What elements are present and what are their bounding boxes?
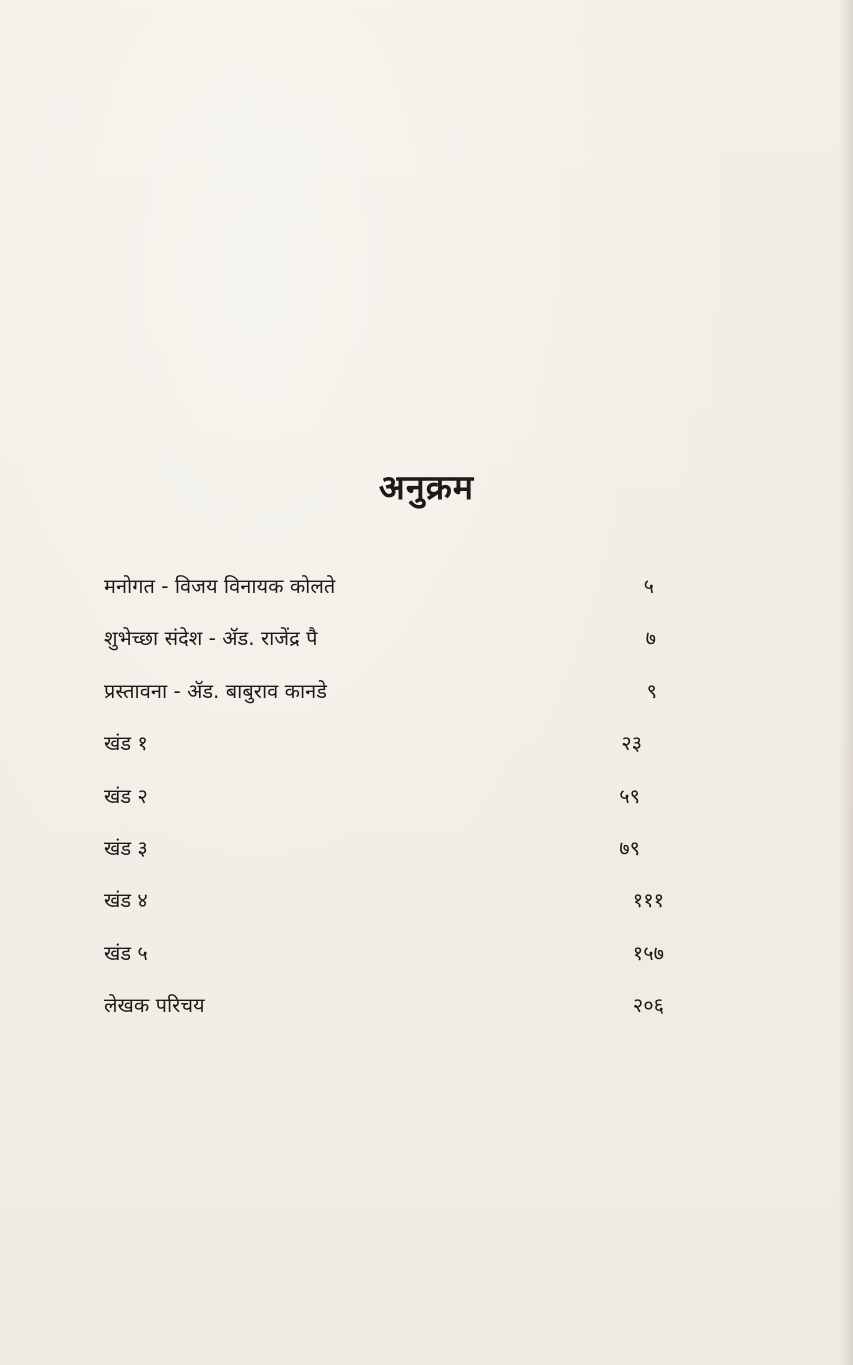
contents-heading: अनुक्रम (378, 468, 475, 508)
table-of-contents (104, 568, 664, 1040)
toc-entry (104, 673, 664, 725)
toc-entry (104, 882, 664, 934)
toc-entry-title: खंड २ (104, 783, 148, 808)
toc-entry-page: २०६ (632, 993, 664, 1018)
toc-entry-title: मनोगत - विजय विनायक कोलते (104, 574, 336, 598)
toc-entry-page: २३ (621, 731, 642, 756)
toc-entry (104, 568, 664, 620)
toc-entry (104, 778, 664, 830)
toc-entry-title: खंड ३ (104, 835, 148, 860)
toc-entry-page: १११ (632, 888, 664, 913)
toc-entry-page: ५ (643, 574, 654, 598)
toc-entry-page: ९ (646, 678, 657, 703)
toc-entry-page: १५७ (632, 940, 664, 965)
toc-entry-title: खंड ४ (104, 888, 148, 913)
page-edge-shadow (839, 0, 853, 1365)
toc-entry-page: ७९ (619, 835, 640, 860)
toc-entry-title: लेखक परिचय (104, 993, 205, 1018)
toc-entry (104, 830, 664, 882)
toc-entry-page: ५९ (619, 783, 640, 808)
toc-entry (104, 987, 664, 1039)
toc-entry-title: शुभेच्छा संदेश - ॲड. राजेंद्र पै (104, 626, 318, 651)
toc-entry-title: प्रस्तावना - ॲड. बाबुराव कानडे (104, 678, 327, 703)
toc-entry-title: खंड १ (104, 731, 148, 756)
toc-entry-title: खंड ५ (104, 940, 148, 965)
toc-entry-page: ७ (645, 626, 656, 651)
toc-entry (104, 620, 664, 672)
toc-entry (104, 725, 664, 777)
toc-entry (104, 935, 664, 987)
